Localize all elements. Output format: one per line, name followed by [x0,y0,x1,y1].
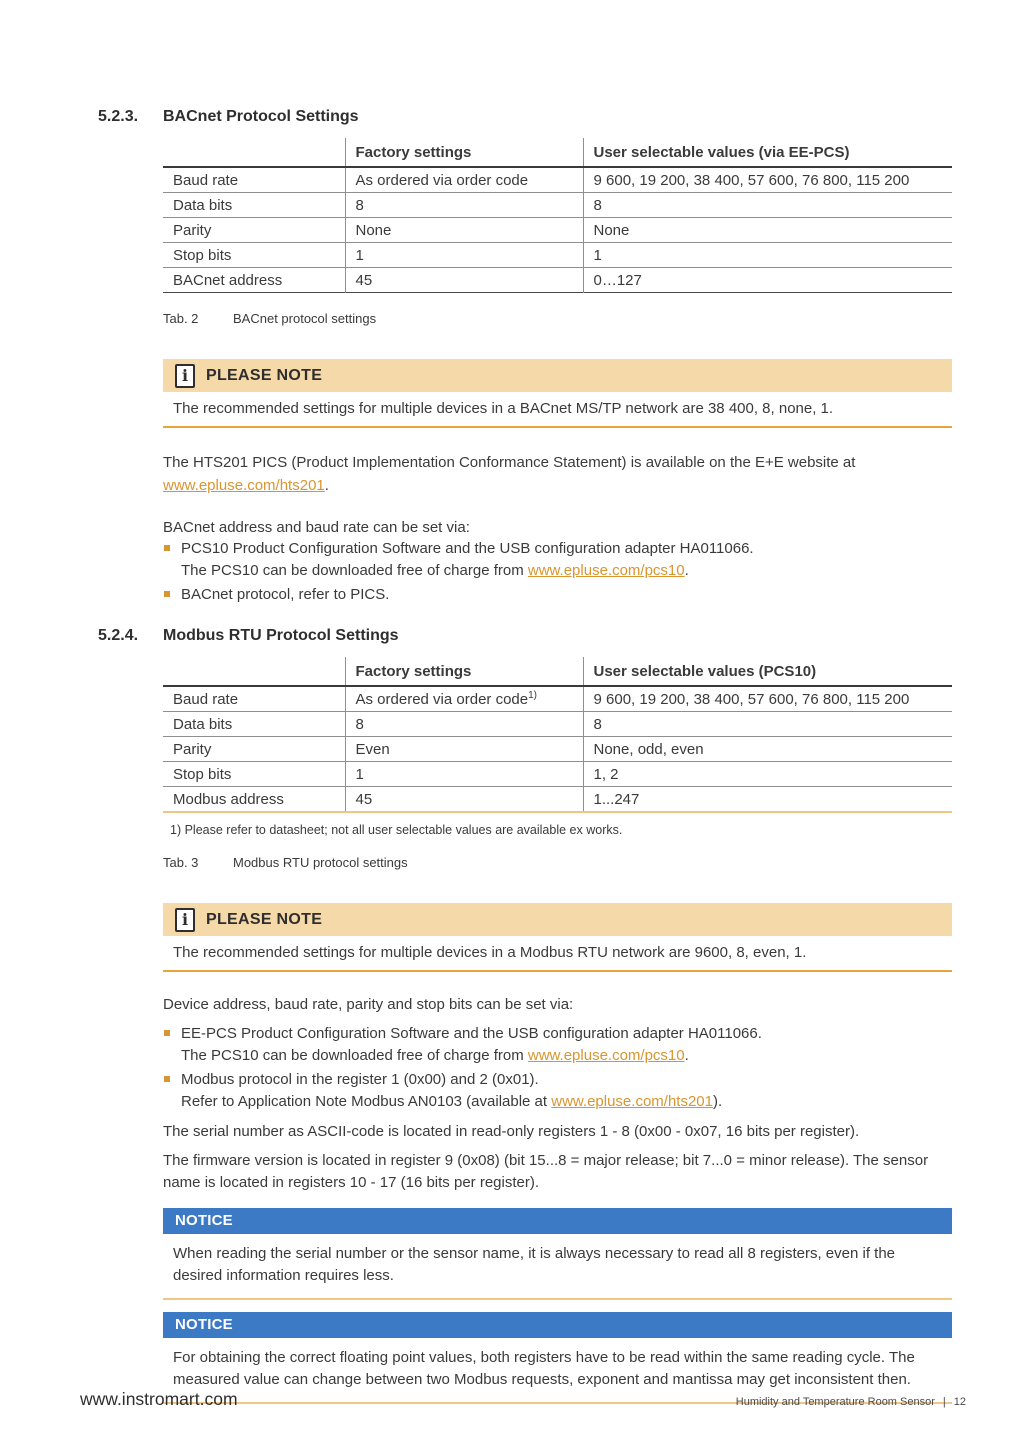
please-note-box-1 [163,359,952,428]
list-item-text: The PCS10 can be downloaded free of charge from [181,1047,528,1064]
table-row [163,193,952,218]
table-header-cell: Factory settings [345,657,583,686]
bacnet-list-intro: BACnet address and baud rate can be set via: [163,519,470,536]
table-header-cell: User selectable values (via EE-PCS) [583,138,952,167]
section-heading-bacnet [98,108,1024,126]
table-row [163,712,952,737]
table-cell: Stop bits [173,766,232,783]
table-row [163,167,952,193]
table-cell: 0…127 [583,268,952,293]
section-number: 5.2.4. [98,627,139,644]
paragraph-text: The HTS201 PICS (Product Implementation Conformance Statement) is available on the E+E website at [163,454,856,471]
list-item-line [181,1045,952,1067]
section-number: 5.2.3. [98,108,139,125]
paragraph-text: . [324,476,329,494]
bacnet-bullet-list [163,538,952,606]
list-item [163,1069,952,1113]
footer-separator: | [942,1396,946,1408]
firmware-paragraph: The firmware version is located in register 9 (0x08) (bit 15...8 = major release; bit 7...0 = minor release). The sensor name is located in registers 10 - 17 (16 bits per register). [163,1151,929,1191]
table-row [163,762,952,787]
bullet-icon [164,1030,170,1036]
footnote-marker: 1) [528,690,538,701]
table-cell: None, odd, even [583,737,952,762]
notice-box-1 [163,1208,952,1300]
table-cell: None [583,218,952,243]
list-item-line [181,560,952,582]
caption-label: Tab. 2 [163,311,199,326]
please-note-header [163,359,952,392]
modbus-settings-table [163,657,952,813]
please-note-text: The recommended settings for multiple devices in a BACnet MS/TP network are 38 400, 8, none, 1. [163,392,952,428]
table-cell: 1, 2 [583,762,952,787]
link-epluse-pcs10[interactable]: www.epluse.com/pcs10 [527,1047,685,1064]
table-cell: 1 [345,762,583,787]
table-cell: 45 [345,268,583,293]
list-item-text: ). [712,1093,723,1110]
table-header-row [163,138,952,167]
link-epluse-hts201[interactable]: www.epluse.com/hts201 [551,1093,713,1110]
bacnet-settings-table [163,138,952,293]
list-item-line: EE-PCS Product Configuration Software and the USB configuration adapter HA011066. [181,1025,762,1042]
table-cell: 8 [583,193,952,218]
list-item [163,1023,952,1067]
footer-doc-title: Humidity and Temperature Room Sensor [735,1396,935,1408]
table-cell: 8 [583,712,952,737]
list-item-line [181,1091,952,1113]
table-cell: 45 [345,787,583,813]
list-item-line: PCS10 Product Configuration Software and the USB configuration adapter HA011066. [181,540,754,557]
footer-page-number: 12 [953,1396,966,1408]
link-epluse-pcs10[interactable]: www.epluse.com/pcs10 [527,562,685,579]
table-cell: Data bits [173,716,233,733]
table-cell: As ordered via order code$^{1)}$ [345,686,583,712]
table-cell: 9 600, 19 200, 38 400, 57 600, 76 800, 115 200 [583,167,952,193]
table-cell: Stop bits [173,247,232,264]
table-footnote: 1) Please refer to datasheet; not all user selectable values are available ex works. [170,823,623,837]
please-note-header [163,903,952,936]
list-item-text: . [684,1047,689,1064]
table-caption-tab3 [163,855,952,870]
table-row [163,243,952,268]
caption-label: Tab. 3 [163,855,199,870]
caption-text: BACnet protocol settings [233,311,377,326]
list-item-text: The PCS10 can be downloaded free of charge from [181,562,528,579]
table-row [163,787,952,813]
please-note-box-2 [163,903,952,972]
serial-number-paragraph: The serial number as ASCII-code is located in read-only registers 1 - 8 (0x00 - 0x07, 16 bits per register). [163,1123,860,1140]
list-item [163,584,952,606]
table-row [163,218,952,243]
table-cell: Parity [173,222,212,239]
table-cell: Data bits [173,197,233,214]
table-header-cell: Factory settings [345,138,583,167]
table-cell: 1 [345,243,583,268]
table-row [163,268,952,293]
modbus-list-intro: Device address, baud rate, parity and stop bits can be set via: [163,996,574,1013]
table-cell: 9 600, 19 200, 38 400, 57 600, 76 800, 115 200 [583,686,952,712]
notice-text: When reading the serial number or the sensor name, it is always necessary to read all 8 registers, even if the desired information requires less. [163,1234,952,1300]
pics-paragraph [163,452,952,497]
table-cell: 8 [345,712,583,737]
table-cell: 1 [583,243,952,268]
notice-title: NOTICE [175,1316,233,1333]
caption-text: Modbus RTU protocol settings [233,855,408,870]
please-note-title: PLEASE NOTE [206,910,323,928]
table-cell: Modbus address [173,791,284,808]
table-header-cell [163,138,345,167]
table-caption-tab2 [163,311,952,326]
table-cell: Parity [173,741,212,758]
section-title: BACnet Protocol Settings [163,108,359,125]
please-note-text: The recommended settings for multiple devices in a Modbus RTU network are 9600, 8, even, 1. [163,936,952,972]
footer-doc-info [736,1396,966,1408]
modbus-bullet-list [163,1023,952,1113]
table-header-cell [163,657,345,686]
page-footer [0,1389,1024,1410]
bullet-icon [164,591,170,597]
info-icon: i [175,364,195,388]
table-cell: BACnet address [173,272,283,289]
list-item-line: BACnet protocol, refer to PICS. [181,586,390,603]
notice-header [163,1208,952,1234]
bullet-icon [164,1076,170,1082]
link-epluse-hts201[interactable]: www.epluse.com/hts201 [163,476,325,494]
table-cell: None [345,218,583,243]
table-row [163,686,952,712]
please-note-title: PLEASE NOTE [206,366,323,384]
section-title: Modbus RTU Protocol Settings [163,627,399,644]
section-heading-modbus [98,627,1024,645]
info-icon: i [175,908,195,932]
table-cell: As ordered via order code [345,167,583,193]
list-item [163,538,952,582]
footer-site-link[interactable]: www.instromart.com [80,1389,238,1409]
table-header-cell: User selectable values (PCS10) [583,657,952,686]
table-row [163,737,952,762]
table-cell: Baud rate [173,172,239,189]
table-header-row [163,657,952,686]
notice-text: For obtaining the correct floating point values, both registers have to be read within the same reading cycle. The measured value can change between two Modbus requests, exponent and mantissa may get inconsistent then. [163,1338,952,1404]
list-item-text: . [684,562,689,579]
table-cell: Baud rate [173,691,239,708]
table-cell: 1...247 [583,787,952,813]
notice-header [163,1312,952,1338]
table-cell: Even [345,737,583,762]
table-cell: 8 [345,193,583,218]
list-item-line: Modbus protocol in the register 1 (0x00) and 2 (0x01). [181,1071,539,1088]
bullet-icon [164,545,170,551]
list-item-text: Refer to Application Note Modbus AN0103 (available at [181,1093,552,1110]
notice-title: NOTICE [175,1212,233,1229]
